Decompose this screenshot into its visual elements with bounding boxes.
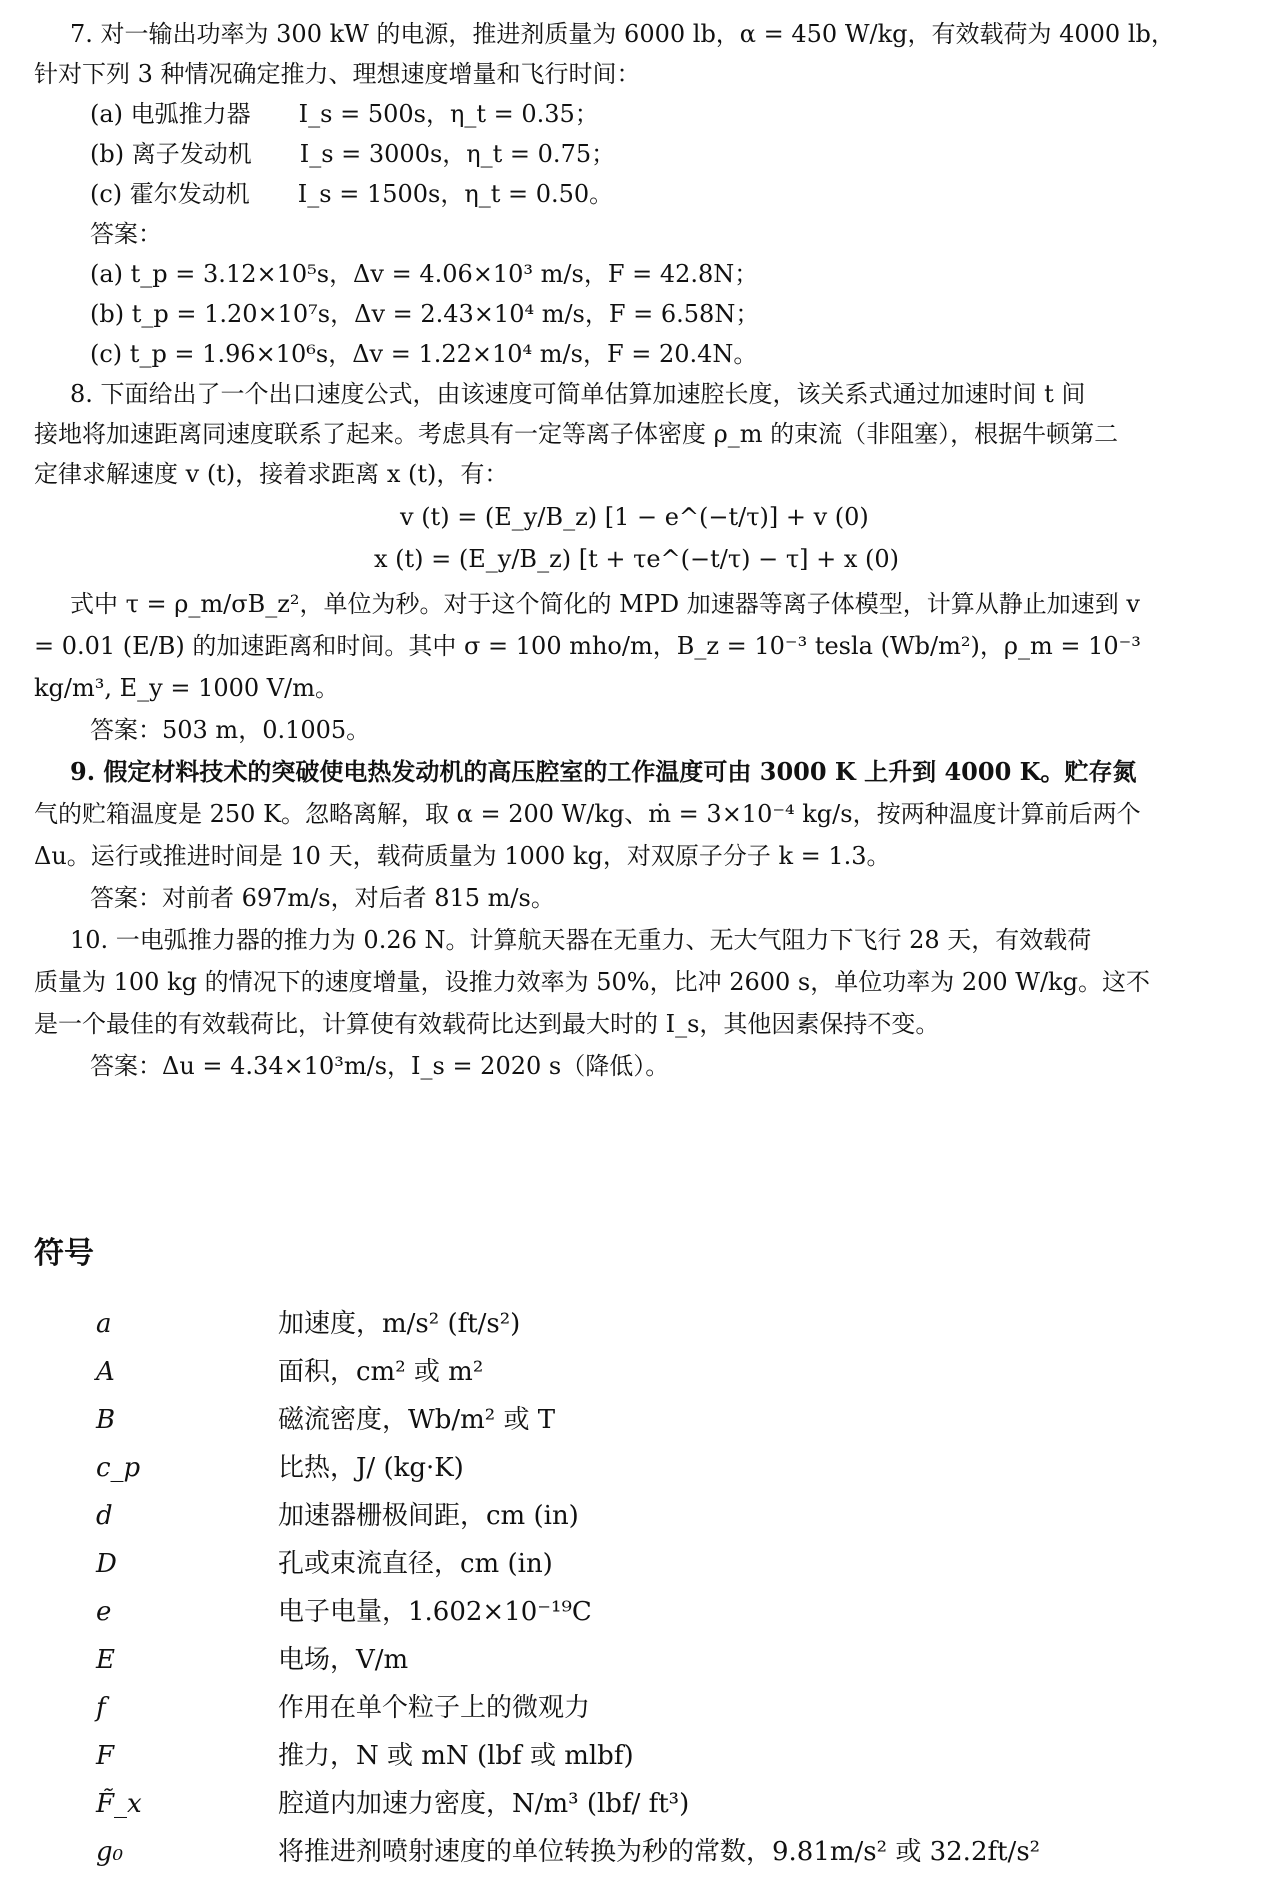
problem-8-line-4: 式中 τ = ρ_m/σB_z²，单位为秒。对于这个简化的 MPD 加速器等离子体模型，计算从静止加速到 v [70, 590, 1140, 618]
problem-8-answer: 答案：503 m，0.1005。 [90, 716, 371, 744]
symbol-definition: 面积，cm² 或 m² [278, 1357, 484, 1387]
problem-8-line-6: kg/m³, E_y = 1000 V/m。 [34, 674, 339, 702]
section-title: 符号 [34, 1236, 94, 1271]
symbol: F̃_x [96, 1789, 142, 1819]
problem-7-case-a: (a) 电弧推力器 I_s = 500s，η_t = 0.35； [90, 100, 599, 128]
symbol: c_p [96, 1453, 141, 1483]
symbol-row [0, 1396, 1287, 1444]
symbol-definition: 孔或束流直径，cm (in) [278, 1549, 553, 1579]
problem-7-case-b: (b) 离子发动机 I_s = 3000s，η_t = 0.75； [90, 140, 616, 168]
answer-label: 答案： [90, 220, 162, 248]
symbol-definition: 推力，N 或 mN (lbf 或 mlbf) [278, 1741, 634, 1771]
problem-10-line-3: 是一个最佳的有效载荷比，计算使有效载荷比达到最大时的 I_s，其他因素保持不变。 [34, 1010, 940, 1038]
symbol: D [96, 1549, 117, 1579]
symbol-row [0, 1780, 1287, 1828]
symbol-row [0, 1444, 1287, 1492]
problem-7-case-c: (c) 霍尔发动机 I_s = 1500s，η_t = 0.50。 [90, 180, 614, 208]
symbol: B [96, 1405, 116, 1435]
problem-8-line-2: 接地将加速距离同速度联系了起来。考虑具有一定等离子体密度 ρ_m 的束流（非阻塞），根据牛顿第二 [34, 420, 1119, 448]
symbol-row [0, 1588, 1287, 1636]
problem-9-line-2: 气的贮箱温度是 250 K。忽略离解，取 α = 200 W/kg、ṁ = 3×10⁻⁴ kg/s，按两种温度计算前后两个 [34, 800, 1141, 828]
problem-8-line-3: 定律求解速度 v (t)，接着求距离 x (t)，有： [34, 460, 509, 488]
problem-10-line-1: 10. 一电弧推力器的推力为 0.26 N。计算航天器在无重力、无大气阻力下飞行 28 天，有效载荷 [70, 926, 1092, 954]
symbol-row [0, 1492, 1287, 1540]
problem-7-answer-b: (b) t_p = 1.20×10⁷s，Δv = 2.43×10⁴ m/s，F = 6.58N； [90, 300, 760, 328]
problem-7-answer-a: (a) t_p = 3.12×10⁵s，Δv = 4.06×10³ m/s，F = 42.8N； [90, 260, 759, 288]
symbol-definition: 电子电量，1.602×10⁻¹⁹C [278, 1597, 592, 1627]
problem-7-answer-c: (c) t_p = 1.96×10⁶s，Δv = 1.22×10⁴ m/s，F = 20.4N。 [90, 340, 758, 368]
symbol-row [0, 1732, 1287, 1780]
symbol-definition: 腔道内加速力密度，N/m³ (lbf/ ft³) [278, 1789, 690, 1819]
symbol-row [0, 1636, 1287, 1684]
equation-distance: x (t) = (E_y/B_z) [t + τe^(−t/τ) − τ] + x (0) [374, 545, 900, 573]
symbol-definition: 比热，J/ (kg·K) [278, 1453, 464, 1483]
symbol: g₀ [96, 1837, 124, 1867]
symbol: A [96, 1357, 115, 1387]
symbol-row [0, 1540, 1287, 1588]
symbol-definition: 作用在单个粒子上的微观力 [278, 1693, 591, 1723]
problem-7-line-2: 针对下列 3 种情况确定推力、理想速度增量和飞行时间： [34, 60, 641, 88]
symbol-definition: 加速器栅极间距，cm (in) [278, 1501, 579, 1531]
problem-9-line-3: Δu。运行或推进时间是 10 天，载荷质量为 1000 kg，对双原子分子 k = 1.3。 [34, 842, 891, 870]
problem-8-line-5: = 0.01 (E/B) 的加速距离和时间。其中 σ = 100 mho/m，B_z = 10⁻³ tesla (Wb/m²)，ρ_m = 10⁻³ [34, 632, 1141, 660]
equation-velocity: v (t) = (E_y/B_z) [1 − e^(−t/τ)] + v (0) [400, 503, 869, 531]
symbol-row [0, 1348, 1287, 1396]
symbol: E [96, 1645, 115, 1675]
problem-10-answer: 答案：Δu = 4.34×10³m/s，I_s = 2020 s（降低）。 [90, 1052, 670, 1080]
symbol: a [96, 1309, 112, 1339]
symbol: d [96, 1501, 113, 1531]
symbol: f [96, 1693, 106, 1723]
symbol-row [0, 1300, 1287, 1348]
problem-8-line-1: 8. 下面给出了一个出口速度公式，由该速度可简单估算加速腔长度，该关系式通过加速时间 t 间 [70, 380, 1086, 408]
symbol-definition: 磁流密度，Wb/m² 或 T [278, 1405, 556, 1435]
symbol-row [0, 1684, 1287, 1732]
symbol: e [96, 1597, 112, 1627]
symbol-definition: 加速度，m/s² (ft/s²) [278, 1309, 521, 1339]
symbol-definition: 电场，V/m [278, 1645, 409, 1675]
problem-7-line-1: 7. 对一输出功率为 300 kW 的电源，推进剂质量为 6000 lb，α = 450 W/kg，有效载荷为 4000 lb， [70, 20, 1175, 48]
symbol-row [0, 1828, 1287, 1876]
problem-9-line-1: 9. 假定材料技术的突破使电热发动机的高压腔室的工作温度可由 3000 K 上升到 4000 K。贮存氮 [70, 757, 1137, 786]
problem-10-line-2: 质量为 100 kg 的情况下的速度增量，设推力效率为 50%，比冲 2600 s，单位功率为 200 W/kg。这不 [34, 968, 1150, 996]
symbol: F [96, 1741, 115, 1771]
problem-9-answer: 答案：对前者 697m/s，对后者 815 m/s。 [90, 884, 555, 912]
symbol-definition: 将推进剂喷射速度的单位转换为秒的常数，9.81m/s² 或 32.2ft/s² [278, 1837, 1041, 1867]
